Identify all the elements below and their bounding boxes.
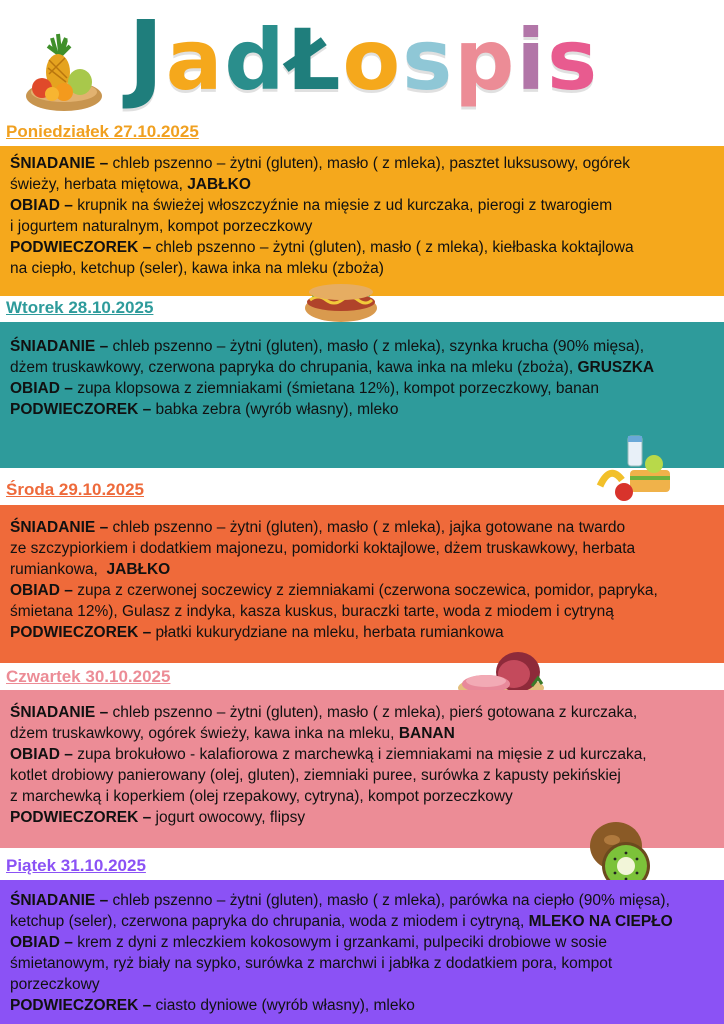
meal-fruit: JABŁKO (187, 176, 251, 193)
meal-desc: na ciepło, ketchup (seler), kawa inka na mleku (zboża) (10, 260, 384, 277)
meal-desc: śmietana 12%), Gulasz z indyka, kasza kuskus, buraczki tarte, woda z miodem i cytryną (10, 603, 614, 620)
meal-name: PODWIECZOREK – (10, 809, 152, 826)
meal-desc: jogurt owocowy, flipsy (155, 809, 306, 826)
meal-name: PODWIECZOREK – (10, 239, 152, 256)
meal-desc: rumiankowa, (10, 561, 98, 578)
meal-desc: krupnik na świeżej włoszczyźnie na mięsie z ud kurczaka, pierogi z twarogiem (77, 197, 613, 214)
meal-name: OBIAD – (10, 197, 73, 214)
fruit-bowl-icon (24, 30, 104, 114)
meal-desc: chleb pszenno – żytni (gluten), masło ( z mleka), kiełbaska koktajlowa (155, 239, 634, 256)
meal-desc: ze szczypiorkiem i dodatkiem majonezu, pomidorki koktajlowe, dżem truskawkowy, herbata (10, 540, 636, 557)
header (0, 0, 724, 120)
meal-desc: chleb pszenno – żytni (gluten), masło ( z mleka), pierś gotowana z kurczaka, (112, 704, 638, 721)
meal-desc: dżem truskawkowy, ogórek świeży, kawa inka na mleku, (10, 725, 395, 742)
meal-name: OBIAD – (10, 582, 73, 599)
meal-name: ŚNIADANIE – (10, 892, 109, 909)
meal-fruit: MLEKO NA CIEPŁO (528, 913, 673, 930)
meal-fruit: JABŁKO (106, 561, 171, 578)
meal-desc: kotlet drobiowy panierowany (olej, gluten), ziemniaki puree, surówka z kapusty pekińskiej (10, 767, 621, 784)
meal-name: OBIAD – (10, 934, 73, 951)
meal-desc: chleb pszenno – żytni (gluten), masło ( z mleka), pasztet luksusowy, ogórek (112, 155, 630, 172)
day-menu-card (0, 146, 724, 296)
meal-desc: zupa klopsowa z ziemniakami (śmietana 12%), kompot porzeczkowy, banan (77, 380, 599, 397)
meal-desc: świeży, herbata miętowa, (10, 176, 183, 193)
day-date-label: Wtorek 28.10.2025 (6, 298, 154, 317)
meal-desc: chleb pszenno – żytni (gluten), masło ( z mleka), szynka krucha (90% mięsa), (112, 338, 645, 355)
day-menu-card (0, 880, 724, 1024)
meal-desc: babka zebra (wyrób własny), mleko (155, 401, 399, 418)
meal-name: PODWIECZOREK – (10, 624, 152, 641)
meal-desc: krem z dyni z mleczkiem kokosowym i grzankami, pulpeciki drobiowe w sosie (77, 934, 607, 951)
page-title: JadŁospis (128, 0, 600, 112)
day-date-label: Poniedziałek 27.10.2025 (6, 122, 199, 141)
meal-desc: zupa z czerwonej soczewicy z ziemniakami (czerwona soczewica, pomidor, papryka, (77, 582, 658, 599)
meal-desc: i jogurtem naturalnym, kompot porzeczkowy (10, 218, 313, 235)
meal-desc: śmietanowym, ryż biały na sypko, surówka z marchwi i jabłka z dodatkiem pora, kompot (10, 955, 613, 972)
day-date-label: Czwartek 30.10.2025 (6, 667, 171, 686)
meal-name: OBIAD – (10, 746, 73, 763)
meal-desc: płatki kukurydziane na mleku, herbata rumiankowa (155, 624, 504, 641)
day-menu-card (0, 505, 724, 663)
meal-name: ŚNIADANIE – (10, 704, 109, 721)
day-date-label: Środa 29.10.2025 (6, 480, 144, 499)
meal-desc: chleb pszenno – żytni (gluten), masło ( z mleka), jajka gotowane na twardo (112, 519, 626, 536)
meal-desc: ketchup (seler), czerwona papryka do chrupania, woda z miodem i cytryną, (10, 913, 525, 930)
meal-name: PODWIECZOREK – (10, 401, 152, 418)
lunchbox-icon (596, 434, 678, 502)
meal-desc: dżem truskawkowy, czerwona papryka do chrupania, kawa inka na mleku (zboża), (10, 359, 574, 376)
meal-name: ŚNIADANIE – (10, 338, 109, 355)
meal-desc: ciasto dyniowe (wyrób własny), mleko (155, 997, 415, 1014)
meal-fruit: GRUSZKA (577, 359, 655, 376)
meal-fruit: BANAN (398, 725, 455, 742)
meal-desc: zupa brokułowo - kalafiorowa z marchewką i ziemniakami na mięsie z ud kurczaka, (77, 746, 647, 763)
hotdog-icon (302, 278, 380, 326)
meal-name: ŚNIADANIE – (10, 155, 109, 172)
meal-desc: chleb pszenno – żytni (gluten), masło ( z mleka), parówka na ciepło (90% mięsa), (112, 892, 670, 909)
meal-name: OBIAD – (10, 380, 73, 397)
meal-name: ŚNIADANIE – (10, 519, 109, 536)
meal-desc: z marchewką i koperkiem (olej rzepakowy, cytryna), kompot porzeczkowy (10, 788, 513, 805)
meal-name: PODWIECZOREK – (10, 997, 152, 1014)
meal-desc: porzeczkowy (10, 976, 100, 993)
day-date-label: Piątek 31.10.2025 (6, 856, 146, 875)
